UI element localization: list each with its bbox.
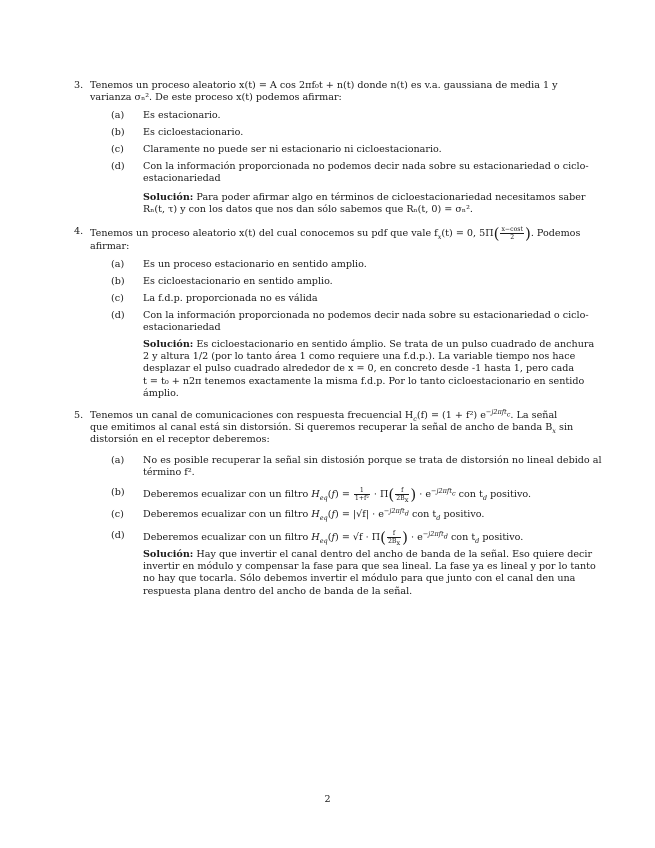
question-text-line: Tenemos un proceso aleatorio x(t) del cual conocemos su pdf que vale f [90, 228, 438, 239]
option-suffix: positivo. [443, 509, 485, 520]
question-text-line: sin [559, 422, 574, 434]
solution-text: invertir en módulo y compensar la fase para que sea lineal. La fase ya es lineal y por lo tanto [143, 561, 596, 573]
question-text-line: (t) = 0, 5Π [441, 228, 494, 239]
option-text-line: No es posible recuperar la señal sin distosión porque se trata de distorsión no lineal debido al [143, 455, 602, 466]
question-text-line: Tenemos un canal de comunicaciones con respuesta frecuencial H [90, 410, 414, 421]
option-text [143, 455, 608, 479]
option-text: Es cicloestacionario. [143, 127, 244, 138]
fraction: $\frac{1}{\text{1+f²}}$ [354, 487, 369, 502]
question-3 [74, 80, 608, 104]
solution-label: Solución: [143, 192, 194, 203]
option-text-line: estacionariedad [143, 173, 221, 185]
math-expression: √f · Π [352, 532, 381, 543]
fraction: $\frac{f}{2B_x}$ [396, 487, 409, 505]
option-label: (c) [111, 293, 124, 304]
option-label: (a) [111, 455, 125, 466]
question-text-line: afirmar: [90, 241, 130, 252]
option-suffix: positivo. [482, 532, 524, 543]
solution-text: Hay que invertir el canal dentro del ancho de banda de la señal. Eso quiere decir [196, 549, 593, 560]
solution-4 [143, 339, 608, 400]
fraction: $\frac{f}{2B_x}$ [387, 530, 401, 548]
solution-text: Es cicloestacionario en sentido ámplio. Se trata de un pulso cuadrado de anchura [196, 339, 595, 350]
option-prefix: Deberemos ecualizar con un filtro [143, 509, 309, 520]
option-text: Deberemos ecualizar con un filtro $H_{eq}(f) = |√f| \cdot e^{-j2\pi ft_d}$ con $t_d$ positivo. [143, 506, 485, 522]
option-text: Deberemos ecualizar con un filtro $H_{eq}(f)$ = $\frac{1}{\text{1+f²}}$ · Π( $\frac{f}{2B_x}$ ) · $e^{-j2\pi ft_c}$ con $t_d$ positivo. [143, 485, 532, 505]
solution-label: Solución: [143, 549, 194, 560]
math-expression: H [311, 489, 320, 500]
question-text-line: varianza σₙ². De este proceso x(t) podemos afirmar: [90, 92, 342, 104]
option-label: (d) [111, 310, 125, 321]
option-text [143, 161, 608, 185]
option-text-line: término f². [143, 467, 195, 479]
question-text-line: . La señal [510, 410, 558, 421]
math-expression: |√f| · e [352, 509, 384, 520]
option-suffix: con t [412, 509, 437, 520]
option-text: Es estacionario. [143, 110, 221, 121]
solution-text: Rₙ(t, τ) y con los datos que nos dan sólo sabemos que Rₙ(t, 0) = σₙ². [143, 204, 473, 216]
question-text-line: . Podemos [530, 228, 581, 239]
option-label: (a) [111, 259, 125, 270]
question-number: 4. [74, 226, 84, 237]
solution-text: 2 y altura 1/2 (por lo tanto área 1 como requiere una f.d.p.). La variable tiempo nos hace [143, 351, 576, 363]
option-label: (c) [111, 509, 124, 520]
solution-text: ámplio. [143, 387, 179, 399]
option-label: (b) [111, 487, 125, 498]
option-text: Es un proceso estacionario en sentido amplio. [143, 259, 367, 270]
page-number: 2 [324, 794, 331, 805]
option-label: (d) [111, 161, 125, 172]
option-text: Claramente no puede ser ni estacionario ni cicloestacionario. [143, 144, 442, 155]
solution-5 [143, 549, 608, 598]
option-text: La f.d.p. proporcionada no es válida [143, 293, 318, 304]
option-text [143, 310, 608, 334]
solution-label: Solución: [143, 339, 194, 350]
question-text-line: (f) = (1 + f²) e [416, 410, 486, 421]
question-5: 5. Tenemos un canal de comunicaciones con respuesta frecuencial $H_c(f) = (1 + f^2)$ $e^{-j2\pi ft_c}$. La señal que emitimos al canal está sin distorsión. Si queremos recuperar la señal de ancho de banda $B_x$ sin distorsión en el receptor deberemos: [90, 410, 608, 447]
option-suffix: positivo. [490, 489, 532, 500]
option-suffix: con t [458, 489, 483, 500]
solution-text: Para poder afirmar algo en términos de cicloestacionariedad necesitamos saber [196, 192, 586, 203]
option-suffix: con t [450, 532, 476, 543]
question-text-line: Tenemos un proceso aleatorio x(t) = A cos 2πf₀t + n(t) donde n(t) es v.a. gaussiana de media 1 y [90, 80, 558, 91]
option-text-line: Con la información proporcionada no podemos decir nada sobre su estacionariedad o ciclo- [143, 310, 589, 321]
option-text-line: estacionariedad [143, 322, 221, 334]
option-text: Deberemos ecualizar con un filtro $H_{eq}(f) = √f \cdot \Pi$( $\frac{f}{2B_x}$ ) · $e^{-j2\pi ft_d}$ con $t_d$ positivo. [143, 528, 524, 548]
option-label: (d) [111, 530, 125, 541]
option-prefix: Deberemos ecualizar con un filtro [143, 489, 309, 500]
fraction: $\frac{x-\cos t}{2}$ [501, 226, 523, 241]
solution-text: no hay que tocarla. Sólo debemos invertir el módulo para que junto con el canal den una [143, 573, 576, 585]
option-label: (a) [111, 110, 125, 121]
option-label: (b) [111, 127, 125, 138]
question-text-line: distorsión en el receptor deberemos: [90, 434, 270, 446]
option-label: (b) [111, 276, 125, 287]
option-text: Es cicloestacionario en sentido amplio. [143, 276, 333, 287]
question-number: 5. [74, 410, 84, 421]
option-text-line: Con la información proporcionada no podemos decir nada sobre su estacionariedad o ciclo- [143, 161, 589, 172]
option-prefix: Deberemos ecualizar con un filtro [143, 532, 309, 543]
question-number: 3. [74, 80, 84, 91]
question-4: 4. Tenemos un proceso aleatorio x(t) del cual conocemos su pdf que vale $f_x(t) = 0$, 5Π( $\frac{x-\cos t}{2}$ ). Podemos afirmar: [90, 226, 608, 253]
solution-text: desplazar el pulso cuadrado alrededor de x = 0, en concreto desde -1 hasta 1, pero cada [143, 363, 575, 375]
solution-text: respuesta plana dentro del ancho de banda de la señal. [143, 585, 413, 597]
solution-text: t = t₀ + n2π tenemos exactamente la misma f.d.p. Por lo tanto cicloestacionario en sentido [143, 375, 585, 387]
solution-3 [143, 192, 608, 216]
option-label: (c) [111, 144, 124, 155]
question-text-line: que emitimos al canal está sin distorsión. Si queremos recuperar la señal de ancho de banda B [90, 422, 553, 434]
